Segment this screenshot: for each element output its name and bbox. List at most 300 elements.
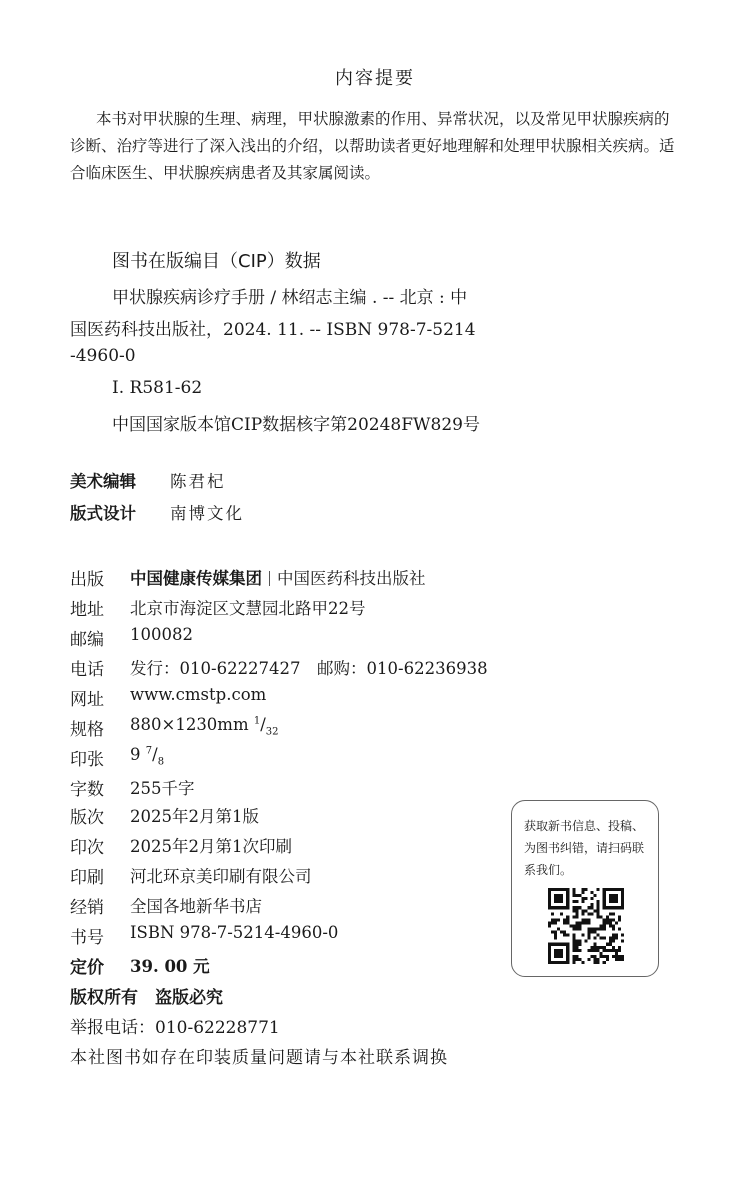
qr-module <box>621 955 624 958</box>
qr-module <box>578 958 581 961</box>
qr-module <box>584 897 587 900</box>
qr-module <box>606 955 609 958</box>
qr-module <box>591 949 594 952</box>
qr-module <box>600 928 603 931</box>
qr-module <box>594 928 597 931</box>
qr-module <box>560 955 563 958</box>
qr-module <box>588 921 591 924</box>
cip-line-5: 中国国家版本馆CIP数据核字第20248FW829号 <box>112 415 480 435</box>
qr-module <box>609 888 612 891</box>
qr-module <box>548 906 551 909</box>
qr-module <box>618 958 621 961</box>
qr-module <box>609 940 612 943</box>
qr-module <box>566 943 569 946</box>
qr-module <box>572 894 575 897</box>
qr-module <box>554 955 557 958</box>
qr-module <box>566 952 569 955</box>
qr-module <box>572 943 575 946</box>
qr-module <box>603 888 606 891</box>
qr-module <box>584 888 587 891</box>
qr-module <box>581 909 584 912</box>
qr-module <box>603 894 606 897</box>
art-editor-value: 陈君杞 <box>170 472 226 491</box>
qr-module <box>621 900 624 903</box>
qr-module <box>578 924 581 927</box>
qr-module <box>548 894 551 897</box>
qr-module <box>615 955 618 958</box>
qr-module <box>600 937 603 940</box>
qr-module <box>615 937 618 940</box>
qr-module <box>612 918 615 921</box>
qr-module <box>591 891 594 894</box>
qr-module <box>560 949 563 952</box>
qr-module <box>563 918 566 921</box>
qr-module <box>603 924 606 927</box>
qr-module <box>551 931 554 934</box>
qr-module <box>554 900 557 903</box>
qr-module <box>572 909 575 912</box>
qr-module <box>572 955 575 958</box>
qr-module <box>581 921 584 924</box>
cip-line-2: 国医药科技出版社，2024. 11. -- ISBN 978-7-5214 <box>70 320 476 340</box>
qr-module <box>615 958 618 961</box>
qr-module <box>548 903 551 906</box>
qr-module <box>618 928 621 931</box>
qr-module <box>597 928 600 931</box>
qr-module <box>548 961 551 964</box>
qr-module <box>572 906 575 909</box>
qr-module <box>569 924 572 927</box>
postcode-value: 100082 <box>130 625 193 644</box>
qr-module <box>575 955 578 958</box>
qr-module <box>548 958 551 961</box>
qr-module <box>597 946 600 949</box>
qr-module <box>606 888 609 891</box>
qr-module <box>551 912 554 915</box>
qr-module <box>618 888 621 891</box>
qr-module <box>566 949 569 952</box>
isbn-value: ISBN 978-7-5214-4960-0 <box>130 923 339 942</box>
qr-module <box>554 918 557 921</box>
qr-module <box>588 918 591 921</box>
qr-module <box>612 928 615 931</box>
sheets-whole: 9 <box>130 745 141 764</box>
qr-module <box>597 900 600 903</box>
qr-module <box>618 906 621 909</box>
sheets-value: 9 $^7/_8$ <box>130 745 165 768</box>
qr-module <box>603 961 606 964</box>
summary-line-3: 合临床医生、甲状腺疾病患者及其家属阅读。 <box>70 164 381 182</box>
qr-module <box>609 918 612 921</box>
qr-module <box>615 921 618 924</box>
address-value: 北京市海淀区文慧园北路甲22号 <box>130 599 366 618</box>
art-editor-label: 美术编辑 <box>70 472 136 491</box>
qr-module <box>554 894 557 897</box>
qr-module <box>621 894 624 897</box>
qr-module <box>591 931 594 934</box>
qr-module <box>548 921 551 924</box>
edition-value: 2025年2月第1版 <box>130 807 259 826</box>
qr-module <box>618 955 621 958</box>
qr-module <box>581 912 584 915</box>
printing-label: 印次 <box>70 838 104 858</box>
qr-module <box>612 900 615 903</box>
qr-module <box>551 906 554 909</box>
qr-module <box>578 906 581 909</box>
qr-module <box>572 946 575 949</box>
qr-caption: 获取新书信息、投稿、为图书纠错，请扫码联系我们。 <box>524 819 645 877</box>
sheets-fraction-numerator: 7 <box>145 745 153 757</box>
website-value: www.cmstp.com <box>130 685 267 704</box>
qr-module <box>594 894 597 897</box>
qr-module <box>566 958 569 961</box>
qr-module <box>612 940 615 943</box>
qr-module <box>557 894 560 897</box>
spec-fraction-numerator: 1 <box>253 715 261 727</box>
qr-module <box>597 903 600 906</box>
qr-module <box>588 906 591 909</box>
qr-module <box>618 946 621 949</box>
qr-module <box>557 943 560 946</box>
qr-module <box>603 921 606 924</box>
spec-fraction-denominator: 32 <box>265 726 279 738</box>
qr-module <box>612 897 615 900</box>
word-count-label: 字数 <box>70 780 104 800</box>
sheets-label: 印张 <box>70 750 104 770</box>
qr-module <box>575 906 578 909</box>
qr-module <box>588 937 591 940</box>
qr-module <box>609 943 612 946</box>
qr-module <box>609 912 612 915</box>
qr-module <box>591 906 594 909</box>
summary-line-1: 本书对甲状腺的生理、病理，甲状腺激素的作用、异常状况，以及常见甲状腺疾病的 <box>96 110 670 128</box>
qr-module <box>572 937 575 940</box>
qr-module <box>578 943 581 946</box>
phone-value: 发行：010-62227427 邮购：010-62236938 <box>130 659 488 678</box>
cip-heading: 图书在版编目（CIP）数据 <box>112 251 321 272</box>
qr-module <box>612 937 615 940</box>
qr-module <box>578 921 581 924</box>
qr-module <box>560 894 563 897</box>
cip-line-3: -4960-0 <box>70 346 136 366</box>
qr-module <box>609 949 612 952</box>
qr-module <box>572 888 575 891</box>
word-count-value: 255千字 <box>130 779 195 798</box>
qr-module <box>560 952 563 955</box>
spec-size: 880×1230mm <box>130 715 249 734</box>
qr-module <box>609 906 612 909</box>
printing-value: 2025年2月第1次印刷 <box>130 837 292 856</box>
qr-module <box>548 946 551 949</box>
qr-module <box>621 891 624 894</box>
qr-module <box>563 943 566 946</box>
qr-module <box>554 931 557 934</box>
website-label: 网址 <box>70 690 104 710</box>
qr-module <box>612 912 615 915</box>
qr-module <box>560 961 563 964</box>
layout-design-label: 版式设计 <box>70 504 136 523</box>
qr-module <box>603 897 606 900</box>
qr-module <box>554 897 557 900</box>
qr-module <box>609 894 612 897</box>
qr-module <box>584 940 587 943</box>
qr-module <box>603 949 606 952</box>
qr-module <box>606 906 609 909</box>
qr-module <box>563 906 566 909</box>
qr-module <box>588 949 591 952</box>
qr-module <box>548 924 551 927</box>
qr-module <box>591 903 594 906</box>
qr-module <box>591 912 594 915</box>
price-label: 定价 <box>70 958 104 978</box>
qr-module <box>609 937 612 940</box>
qr-module <box>615 949 618 952</box>
qr-info-box <box>511 800 659 977</box>
qr-module <box>588 958 591 961</box>
qr-module <box>566 900 569 903</box>
spec-label: 规格 <box>70 720 104 740</box>
qr-module <box>554 952 557 955</box>
qr-module <box>566 961 569 964</box>
qr-module <box>612 934 615 937</box>
qr-module <box>563 931 566 934</box>
qr-module <box>615 894 618 897</box>
qr-module <box>588 934 591 937</box>
qr-module <box>554 949 557 952</box>
qr-module <box>597 934 600 937</box>
qr-code-icon[interactable] <box>548 888 624 964</box>
qr-module <box>575 894 578 897</box>
qr-module <box>548 900 551 903</box>
qr-module <box>597 906 600 909</box>
qr-module <box>609 897 612 900</box>
qr-module <box>603 937 606 940</box>
qr-module <box>551 888 554 891</box>
qr-module <box>609 924 612 927</box>
qr-module <box>600 946 603 949</box>
qr-module <box>575 900 578 903</box>
address-label: 地址 <box>70 600 104 620</box>
qr-module <box>591 928 594 931</box>
qr-module <box>600 955 603 958</box>
qr-module <box>548 943 551 946</box>
qr-module <box>615 897 618 900</box>
qr-module <box>560 888 563 891</box>
qr-module <box>566 918 569 921</box>
qr-module <box>606 943 609 946</box>
qr-module <box>581 918 584 921</box>
qr-module <box>554 921 557 924</box>
qr-module <box>557 955 560 958</box>
qr-module <box>551 918 554 921</box>
qr-module <box>560 943 563 946</box>
qr-module <box>594 931 597 934</box>
qr-module <box>600 924 603 927</box>
qr-module <box>621 903 624 906</box>
qr-module <box>581 900 584 903</box>
qr-module <box>597 958 600 961</box>
qr-module <box>603 900 606 903</box>
qr-module <box>554 961 557 964</box>
qr-module <box>591 897 594 900</box>
qr-module <box>603 955 606 958</box>
cip-line-1: 甲状腺疾病诊疗手册 / 林绍志主编 . -- 北京 : 中 <box>112 288 468 308</box>
qr-module <box>612 924 615 927</box>
qr-module <box>572 928 575 931</box>
qr-module <box>566 946 569 949</box>
distributor-value: 全国各地新华书店 <box>130 897 262 916</box>
qr-module <box>560 931 563 934</box>
qr-module <box>566 888 569 891</box>
qr-module <box>581 934 584 937</box>
qr-module <box>618 918 621 921</box>
summary-title: 内容提要 <box>335 68 415 89</box>
qr-module <box>572 934 575 937</box>
qr-module <box>554 906 557 909</box>
qr-module <box>575 912 578 915</box>
qr-module <box>572 891 575 894</box>
qr-module <box>548 952 551 955</box>
qr-module <box>575 915 578 918</box>
qr-module <box>557 888 560 891</box>
qr-module <box>572 900 575 903</box>
qr-module <box>572 949 575 952</box>
qr-module <box>591 955 594 958</box>
qr-module <box>584 921 587 924</box>
qr-module <box>578 928 581 931</box>
qr-module <box>621 940 624 943</box>
qr-module <box>612 906 615 909</box>
qr-module <box>615 934 618 937</box>
qr-module <box>548 949 551 952</box>
qr-module <box>594 958 597 961</box>
publisher-value <box>130 565 426 589</box>
qr-module <box>551 921 554 924</box>
publisher-group: 中国健康传媒集团 <box>130 569 262 588</box>
qr-module <box>594 937 597 940</box>
qr-module <box>575 949 578 952</box>
qr-module <box>588 912 591 915</box>
qr-module <box>554 937 557 940</box>
qr-module <box>612 946 615 949</box>
qr-module <box>615 900 618 903</box>
qr-module <box>548 955 551 958</box>
phone-label: 电话 <box>70 660 104 680</box>
qr-module <box>557 949 560 952</box>
qr-module <box>575 924 578 927</box>
qr-module <box>563 921 566 924</box>
qr-module <box>557 897 560 900</box>
qr-module <box>554 934 557 937</box>
qr-module <box>621 897 624 900</box>
qr-module <box>597 912 600 915</box>
qr-module <box>612 955 615 958</box>
qr-module <box>615 952 618 955</box>
qr-module <box>621 888 624 891</box>
qr-module <box>560 900 563 903</box>
qr-module <box>578 949 581 952</box>
qr-module <box>603 928 606 931</box>
qr-module <box>566 906 569 909</box>
qr-module <box>581 897 584 900</box>
qr-module <box>594 961 597 964</box>
qr-module <box>581 891 584 894</box>
qr-module <box>572 940 575 943</box>
qr-module <box>575 946 578 949</box>
distributor-label: 经销 <box>70 898 104 918</box>
qr-module <box>572 958 575 961</box>
qr-module <box>551 961 554 964</box>
qr-module <box>557 900 560 903</box>
qr-module <box>566 894 569 897</box>
qr-module <box>600 952 603 955</box>
qr-module <box>606 949 609 952</box>
qr-module <box>566 897 569 900</box>
qr-module <box>548 888 551 891</box>
qr-module <box>572 961 575 964</box>
qr-module <box>551 943 554 946</box>
qr-module <box>615 906 618 909</box>
qr-module <box>594 955 597 958</box>
qr-module <box>615 888 618 891</box>
publisher-label: 出版 <box>70 570 104 590</box>
qr-module <box>591 946 594 949</box>
qr-module <box>560 912 563 915</box>
qr-module <box>575 928 578 931</box>
qr-module <box>554 943 557 946</box>
qr-module <box>557 906 560 909</box>
qr-module <box>597 961 600 964</box>
qr-module <box>621 958 624 961</box>
qr-module <box>588 928 591 931</box>
qr-module <box>581 888 584 891</box>
qr-module <box>581 961 584 964</box>
qr-module <box>606 918 609 921</box>
edition-label: 版次 <box>70 808 104 828</box>
qr-module <box>594 949 597 952</box>
qr-module <box>548 891 551 894</box>
qr-module <box>588 931 591 934</box>
cip-line-4: Ⅰ. R581-62 <box>112 378 203 398</box>
qr-module <box>584 918 587 921</box>
qr-module <box>557 961 560 964</box>
qr-module <box>606 921 609 924</box>
quality-notice: 本社图书如存在印装质量问题请与本社联系调换 <box>70 1048 448 1068</box>
qr-module <box>600 915 603 918</box>
qr-module <box>575 909 578 912</box>
qr-module <box>621 934 624 937</box>
copyright-notice: 版权所有 盗版必究 <box>70 988 223 1008</box>
qr-module <box>584 909 587 912</box>
publisher-name: 中国医药科技出版社 <box>277 569 426 588</box>
qr-module <box>566 934 569 937</box>
qr-module <box>575 943 578 946</box>
qr-module <box>603 903 606 906</box>
qr-module <box>575 958 578 961</box>
qr-module <box>618 915 621 918</box>
qr-module <box>572 915 575 918</box>
qr-module <box>612 894 615 897</box>
qr-module <box>557 952 560 955</box>
qr-module <box>563 961 566 964</box>
qr-module <box>609 921 612 924</box>
qr-module <box>548 897 551 900</box>
qr-module <box>554 888 557 891</box>
qr-module <box>575 940 578 943</box>
qr-module <box>618 949 621 952</box>
qr-module <box>566 891 569 894</box>
sheets-fraction-denominator: 8 <box>157 756 165 768</box>
